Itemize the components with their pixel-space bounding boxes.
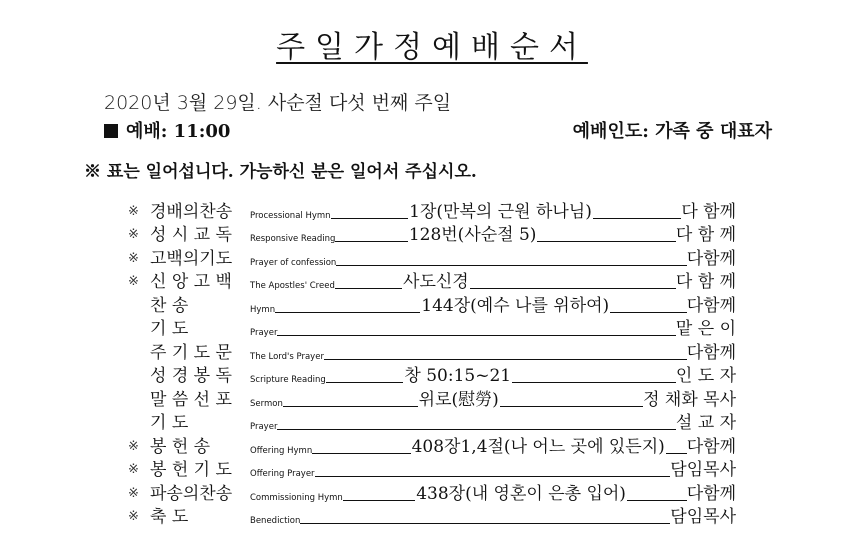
order-of-worship bbox=[128, 198, 736, 527]
leader-line bbox=[512, 382, 676, 383]
order-item-name: 봉 헌 기 도 bbox=[150, 460, 232, 480]
order-item-respondent: 다함께 bbox=[686, 248, 736, 269]
square-bullet-icon bbox=[104, 124, 118, 138]
standing-mark: ※ bbox=[128, 274, 139, 289]
service-time bbox=[104, 117, 230, 143]
leader-line bbox=[326, 382, 404, 383]
order-row bbox=[128, 269, 736, 293]
order-item-name: 축 도 bbox=[150, 507, 189, 527]
date-line: 2020년 3월 29일. 사순절 다섯 번째 주일 bbox=[104, 92, 452, 114]
order-item-respondent: 설 교 자 bbox=[675, 413, 736, 433]
order-item-english: Processional Hymn bbox=[250, 210, 331, 221]
leader-line bbox=[277, 335, 675, 336]
order-item-respondent: 다 함 께 bbox=[675, 225, 736, 245]
order-item-english: Prayer bbox=[250, 328, 278, 338]
order-row bbox=[128, 339, 736, 363]
order-item-detail: 128번(사순절 5) bbox=[408, 225, 537, 245]
order-item-name: 봉 헌 송 bbox=[150, 436, 211, 457]
order-item-english: Benediction bbox=[250, 516, 301, 526]
order-item-name: 신 앙 고 백 bbox=[150, 272, 232, 292]
standing-mark: ※ bbox=[128, 485, 139, 501]
standing-mark: ※ bbox=[128, 462, 139, 477]
order-item-english: Hymn bbox=[250, 304, 276, 315]
order-row bbox=[128, 245, 736, 269]
order-item-english: Scripture Reading bbox=[250, 375, 326, 385]
standing-mark: ※ bbox=[128, 250, 139, 266]
leader-line bbox=[666, 453, 687, 454]
order-item-respondent: 다함께 bbox=[686, 483, 736, 504]
order-item-english: Offering Prayer bbox=[250, 469, 315, 479]
order-item-detail: 1장(만복의 근원 하나님) bbox=[409, 201, 592, 222]
leader-line bbox=[275, 312, 420, 313]
order-item-detail: 위로(慰勞) bbox=[418, 389, 499, 410]
order-item-english: The Apostles' Creed bbox=[250, 281, 335, 291]
leader-line bbox=[593, 218, 681, 219]
order-row bbox=[128, 316, 736, 340]
leader-line bbox=[627, 500, 687, 501]
order-row bbox=[128, 480, 736, 504]
order-item-english: The Lord's Prayer bbox=[250, 351, 324, 362]
leader-line bbox=[283, 406, 418, 407]
order-row bbox=[128, 363, 736, 387]
leader-line bbox=[315, 476, 671, 477]
leader-line bbox=[610, 312, 687, 313]
leader-line bbox=[335, 288, 402, 289]
order-item-respondent: 담임목사 bbox=[670, 460, 736, 480]
leader-line bbox=[470, 288, 676, 289]
order-item-name: 주 기 도 문 bbox=[150, 342, 232, 363]
order-item-respondent: 다함께 bbox=[686, 295, 736, 316]
order-item-english: Responsive Reading bbox=[250, 234, 336, 244]
order-row bbox=[128, 386, 736, 410]
order-item-english: Prayer bbox=[250, 422, 278, 432]
order-item-english: Offering Hymn bbox=[250, 445, 313, 456]
order-item-name: 찬 송 bbox=[150, 295, 189, 316]
order-item-name: 경배의찬송 bbox=[150, 201, 233, 222]
order-row bbox=[128, 410, 736, 434]
leader-line bbox=[312, 453, 410, 454]
leader-line bbox=[331, 218, 409, 219]
bulletin-title: 주일가정예배순서 bbox=[276, 30, 588, 65]
order-item-name: 고백의기도 bbox=[150, 248, 233, 269]
order-row bbox=[128, 433, 736, 457]
standing-mark: ※ bbox=[128, 509, 139, 524]
service-time-label: 예배: 11:00 bbox=[126, 121, 231, 142]
order-row bbox=[128, 222, 736, 246]
order-row bbox=[128, 198, 736, 222]
leader-line bbox=[335, 241, 407, 242]
order-item-detail: 창 50:15~21 bbox=[404, 366, 512, 386]
order-item-detail: 144장(예수 나를 위하여) bbox=[421, 295, 610, 316]
order-item-respondent: 다 함께 bbox=[681, 201, 736, 222]
order-item-name: 성 경 봉 독 bbox=[150, 366, 232, 386]
order-item-english: Commissioning Hymn bbox=[250, 492, 343, 503]
leader-line bbox=[343, 500, 415, 501]
leader-line bbox=[324, 359, 687, 360]
order-item-name: 파송의찬송 bbox=[150, 483, 233, 504]
service-leader: 예배인도: 가족 중 대표자 bbox=[572, 121, 772, 142]
standing-mark: ※ bbox=[128, 438, 139, 454]
order-item-detail: 438장(내 영혼이 은총 입어) bbox=[416, 483, 626, 504]
order-item-detail: 사도신경 bbox=[403, 272, 469, 292]
order-item-english: Prayer of confession bbox=[250, 257, 337, 268]
order-item-name: 기 도 bbox=[150, 319, 189, 339]
order-item-respondent: 다함께 bbox=[686, 436, 736, 457]
order-item-name: 말 씀 선 포 bbox=[150, 389, 232, 410]
order-item-name: 기 도 bbox=[150, 413, 189, 433]
order-item-respondent: 다 함 께 bbox=[675, 272, 736, 292]
standing-mark: ※ bbox=[128, 203, 139, 219]
leader-line bbox=[300, 523, 670, 524]
order-row bbox=[128, 457, 736, 481]
standing-mark: ※ bbox=[128, 227, 139, 242]
order-item-detail: 408장1,4절(나 어느 곳에 있든지) bbox=[411, 436, 665, 457]
standing-notice: ※ 표는 일어섭니다. 가능하신 분은 일어서 주십시오. bbox=[84, 162, 477, 182]
order-item-respondent: 담임목사 bbox=[670, 507, 736, 527]
leader-line bbox=[277, 429, 675, 430]
order-item-respondent: 정 채화 목사 bbox=[643, 389, 736, 410]
leader-line bbox=[537, 241, 675, 242]
order-row bbox=[128, 504, 736, 528]
order-item-respondent: 다함께 bbox=[686, 342, 736, 363]
order-item-name: 성 시 교 독 bbox=[150, 225, 232, 245]
leader-line bbox=[336, 265, 686, 266]
order-item-english: Sermon bbox=[250, 398, 283, 409]
order-row bbox=[128, 292, 736, 316]
order-item-respondent: 인 도 자 bbox=[675, 366, 736, 386]
order-item-respondent: 맡 은 이 bbox=[675, 319, 736, 339]
leader-line bbox=[500, 406, 643, 407]
